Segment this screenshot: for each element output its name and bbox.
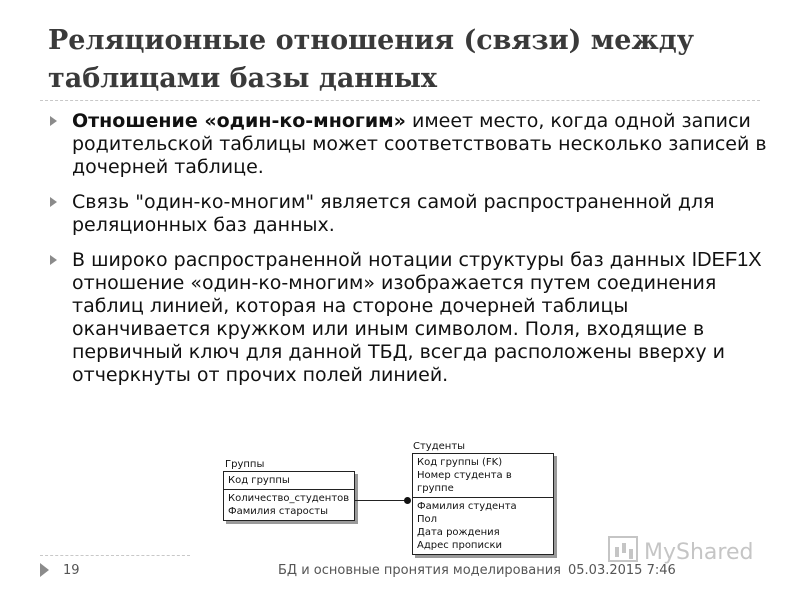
- triangle-bullet-icon: [50, 116, 57, 126]
- bullet-list: [48, 110, 768, 399]
- child-field: Пол: [417, 514, 438, 525]
- relationship-dot-icon: [404, 497, 411, 504]
- parent-table-name: Группы: [225, 459, 265, 470]
- bullet-text: Связь "один-ко-многим" является самой распространенной для реляционных баз данных.: [72, 191, 715, 236]
- child-key-field: Код группы (FK): [417, 457, 503, 468]
- slide-title: Реляционные отношения (связи) между таблицами базы данных: [48, 25, 694, 94]
- child-field: Фамилия студента: [417, 501, 517, 512]
- child-key-section: [413, 454, 553, 497]
- triangle-bullet-icon: [50, 255, 57, 265]
- footer-date: 05.03.2015 7:46: [568, 563, 676, 578]
- bullet-item: [48, 249, 768, 387]
- footer-text: БД и основные пронятия моделирования: [278, 563, 562, 578]
- child-table-name: Студенты: [413, 441, 466, 452]
- child-key-field: Номер студента в группе: [417, 470, 512, 494]
- child-fields-section: [413, 497, 553, 554]
- bullet-item: [48, 191, 768, 237]
- watermark: [608, 536, 753, 565]
- child-field: Адрес прописки: [417, 540, 503, 551]
- bullet-text: имеет место, когда одной записи родительской таблицы может соответствовать несколько записей в дочерней таблице.: [72, 110, 767, 178]
- notation-name: IDEF1X: [691, 249, 762, 271]
- parent-fields-section: [224, 489, 354, 520]
- parent-key-field: Код группы: [228, 475, 290, 486]
- bullet-bold-text: Отношение «один-ко-многим»: [72, 110, 406, 132]
- parent-field: Фамилия старосты: [228, 506, 328, 517]
- parent-table: [223, 471, 355, 521]
- page-number: 19: [63, 563, 80, 578]
- chart-logo-icon: [608, 536, 638, 562]
- parent-key-section: [224, 472, 354, 489]
- footer-divider: [40, 555, 190, 556]
- relationship-line: [355, 500, 410, 501]
- bullet-text: В широко распространенной нотации структуры баз данных: [72, 249, 692, 271]
- bullet-item: [48, 110, 768, 179]
- watermark-text: MyShared: [644, 540, 754, 565]
- child-table: [412, 453, 554, 555]
- child-field: Дата рождения: [417, 527, 500, 538]
- triangle-bullet-icon: [50, 197, 57, 207]
- parent-field: Количество_студентов: [228, 493, 350, 504]
- title-divider: [40, 100, 760, 101]
- bullet-text: отношение «один-ко-многим» изображается путем соединения таблиц линией, которая на стороне дочерней таблицы оканчивается кружком или иным символом. Поля, входящие в первичный ключ для данной ТБД, всегда расположены вверху и отчеркнуты от прочих полей линией.: [72, 272, 725, 386]
- triangle-marker-icon: [40, 563, 49, 577]
